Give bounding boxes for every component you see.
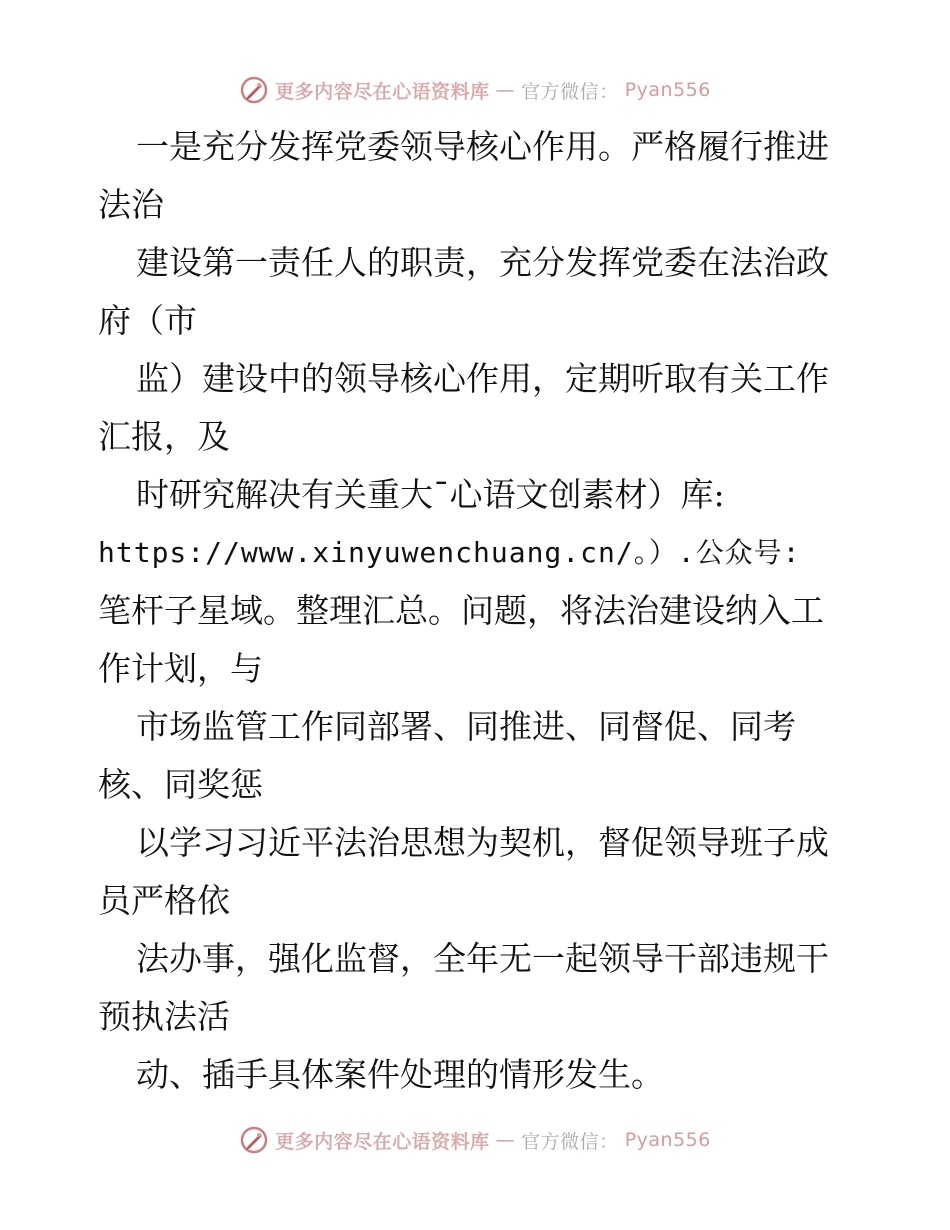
body-line: 预执法活	[98, 997, 230, 1036]
header-watermark	[0, 70, 950, 110]
body-line: 以学习习近平法治思想为契机，督促领导班子成	[136, 823, 829, 862]
watermark-main-text: 更多内容尽在心语资料库	[275, 1130, 490, 1153]
body-line: 汇报，及	[98, 417, 230, 456]
quill-seal-icon	[239, 1125, 269, 1155]
body-line-url: https://www.xinyuwenchuang.cn/。）.公众号:	[98, 536, 801, 569]
body-line: 核、同奖惩	[98, 765, 263, 804]
body-line: 监）建设中的领导核心作用，定期听取有关工作	[136, 359, 829, 398]
body-line: 府（市	[98, 301, 197, 340]
body-line: 员严格依	[98, 881, 230, 920]
watermark-wechat-id: Pyan556	[624, 79, 711, 101]
quill-seal-icon	[239, 75, 269, 105]
body-line: 一是充分发挥党委领导核心作用。严格履行推进	[136, 127, 829, 166]
body-line: 建设第一责任人的职责，充分发挥党委在法治政	[136, 243, 829, 282]
watermark-wechat-id: Pyan556	[624, 1129, 711, 1151]
body-line: 动、插手具体案件处理的情形发生。	[136, 1055, 664, 1094]
body-line: 时研究解决有关重大¯心语文创素材）库:	[136, 475, 725, 514]
body-line: 法治	[98, 185, 164, 224]
body-line: 作计划，与	[98, 649, 263, 688]
footer-watermark	[0, 1120, 950, 1160]
body-line: 法办事，强化监督，全年无一起领导干部违规干	[136, 939, 829, 978]
watermark-sub-text: 官方微信：	[521, 80, 619, 103]
watermark-separator: —	[495, 1129, 516, 1151]
watermark-sub-text: 官方微信：	[521, 1130, 619, 1153]
body-line: 市场监管工作同部署、同推进、同督促、同考	[136, 707, 796, 746]
document-body	[98, 118, 858, 1104]
watermark-separator: —	[495, 79, 516, 101]
body-line: 笔杆子星域。整理汇总。问题，将法治建设纳入工	[98, 591, 824, 630]
watermark-main-text: 更多内容尽在心语资料库	[275, 80, 490, 103]
